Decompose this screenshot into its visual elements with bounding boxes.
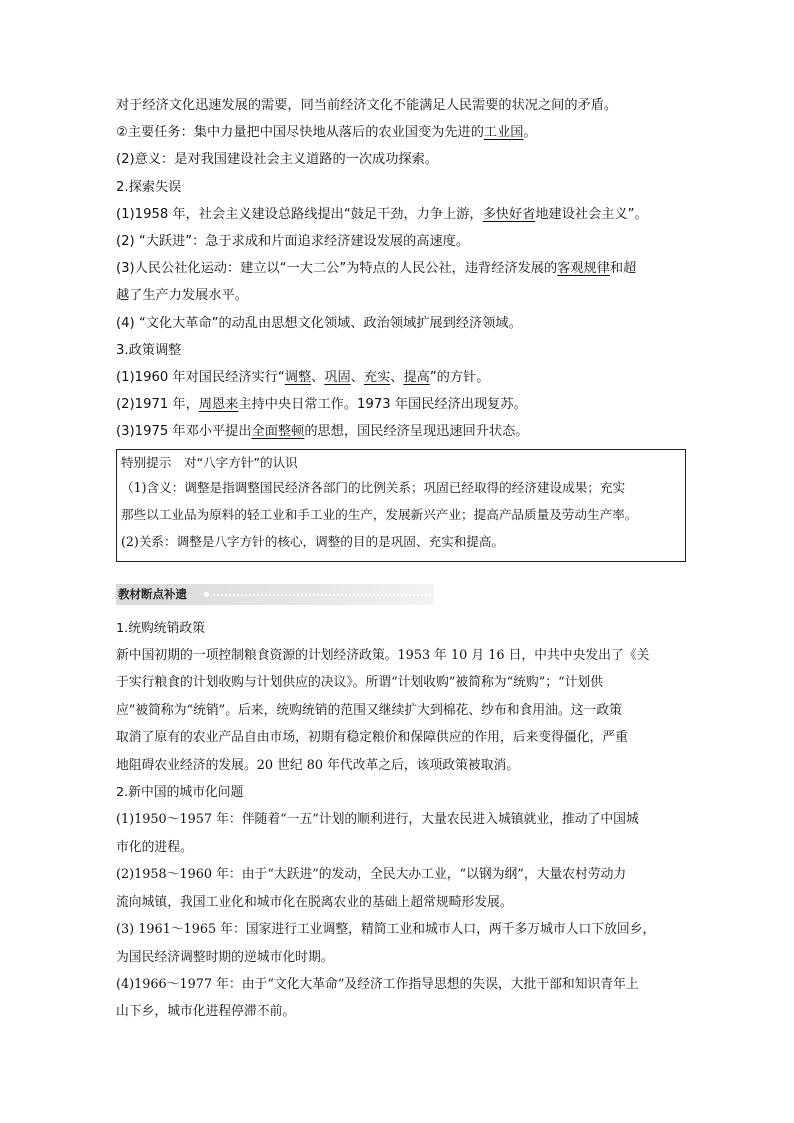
underlined-term: 客观规律 (557, 261, 610, 277)
text-segment: (2)1971 年， (116, 397, 199, 413)
commune-item-cont: 越了生产力发展水平。 (116, 288, 248, 304)
paragraph-line: 对于经济文化迅速发展的需要，同当前经济文化不能满足人民需要的状况之间的矛盾。 (116, 98, 618, 113)
text-segment: 地建设社会主义”。 (535, 206, 648, 222)
paragraph-line: 流向城镇，我国工业化和城市化在脱离农业的基础上超常规畸形发展。 (116, 894, 513, 910)
text-segment: 主持中央日常工作。1973 年国民经济出现复苏。 (238, 397, 527, 413)
paragraph-line: 应”被简称为“统销”。后来，统购统销的范围又继续扩大到棉花、纱布和食用油。这一政策 (116, 702, 622, 718)
tip-line: 那些以工业品为原料的轻工业和手工业的生产，发展新兴产业；提高产品质量及劳动生产率。 (121, 506, 638, 522)
underlined-term: 周恩来 (198, 397, 239, 413)
text-segment: (3)1975 年邓小平提出 (116, 424, 252, 440)
section-heading: 2.新中国的城市化问题 (116, 785, 244, 801)
text-segment: 。 (523, 125, 537, 141)
section-tag-banner (116, 584, 434, 605)
underlined-term: 多快好省 (482, 206, 536, 222)
text-segment: (1)1960 年对国民经济实行“ (116, 370, 285, 386)
document-page (116, 92, 686, 1026)
policy-item-1960 (116, 364, 686, 391)
text-segment: (3)人民公社化运动：建立以“一大二公”为特点的人民公社，违背经济发展的 (116, 261, 558, 277)
commune-item (116, 255, 686, 282)
tag-dot-decoration (204, 592, 209, 597)
general-line-item (116, 201, 686, 228)
text-segment: (1)1958 年，社会主义建设总路线提出“鼓足干劲，力争上游， (116, 206, 483, 222)
text-segment: 、 (311, 370, 325, 386)
section-heading: 2.探索失误 (116, 179, 182, 195)
policy-item-1975 (116, 418, 686, 445)
underlined-term: 充实 (363, 370, 391, 386)
paragraph-line: 山下乡，城市化进程停滞不前。 (116, 1004, 296, 1020)
paragraph-line: 市化的进程。 (116, 839, 193, 855)
supplement-content (116, 615, 686, 1026)
cultural-revolution-item: (4) “文化大革命”的动乱由思想文化领域、政治领域扩展到经济领域。 (116, 315, 522, 331)
section-heading: 1.统购统销政策 (116, 620, 205, 636)
tip-line: (2)关系：调整是八字方针的核心，调整的目的是巩固、充实和提高。 (121, 533, 505, 549)
section-tag-label: 教材断点补遗 (118, 586, 187, 601)
underlined-term: 巩固 (324, 370, 351, 386)
main-task-line (116, 119, 686, 146)
paragraph-line: 新中国初期的一项控制粮食资源的计划经济政策。1953 年 10 月 16 日，中共中央发出了《关 (116, 648, 650, 664)
tip-title: 特别提示 对“八字方针”的认识 (121, 454, 298, 470)
text-segment: ”的方针。 (429, 370, 490, 386)
text-segment: 、 (350, 370, 364, 386)
paragraph-line: 地阻碍农业经济的发展。20 世纪 80 年代改革之后，该项政策被取消。 (116, 757, 520, 773)
paragraph-line: (4)1966～1977 年：由于“文化大革命”及经济工作指导思想的失误，大批干部和知识青年上 (116, 976, 639, 992)
tip-line: （1)含义：调整是指调整国民经济各部门的比例关系；巩固已经取得的经济建设成果；充实 (121, 479, 626, 495)
paragraph-line: 于实行粮食的计划收购与计划供应的决议》。所谓“计划收购”被简称为“统购”；“计划供 (116, 675, 603, 691)
great-leap-item: (2) “大跃进”：急于求成和片面追求经济建设发展的高速度。 (116, 234, 470, 250)
text-segment: 和超 (609, 261, 637, 277)
section-heading: 3.政策调整 (116, 342, 182, 358)
paragraph-line: 为国民经济调整时期的逆城市化时期。 (116, 949, 334, 965)
underlined-term: 全面整顿 (251, 424, 305, 440)
text-segment: ②主要任务：集中力量把中国尽快地从落后的农业国变为先进的 (116, 125, 484, 141)
policy-item-1971 (116, 391, 686, 418)
paragraph-line: (3) 1961～1965 年：国家进行工业调整，精简工业和城市人口，两千多万城市人口下放回乡， (116, 922, 656, 938)
underlined-term: 提高 (403, 370, 430, 386)
significance-line: (2)意义：是对我国建设社会主义道路的一次成功探索。 (116, 152, 438, 168)
paragraph-line: (2)1958～1960 年：由于“大跃进”的发动，全民大办工业，“以钢为纲”，大量农村劳动力 (116, 867, 627, 883)
special-tip-box (116, 449, 686, 562)
text-segment: 的思想，国民经济呈现迅速回升状态。 (304, 424, 529, 440)
text-segment: 、 (390, 370, 404, 386)
underlined-term: 工业国 (483, 125, 524, 141)
paragraph-line: (1)1950～1957 年：伴随着“一五”计划的顺利进行，大量农民进入城镇就业，推动了中国城 (116, 812, 639, 828)
paragraph-line: 取消了原有的农业产品自由市场，初期有稳定粮价和保障供应的作用，后来变得僵化，严重 (116, 730, 628, 746)
underlined-term: 调整 (284, 370, 312, 386)
tag-dotted-line-decoration (212, 594, 430, 596)
